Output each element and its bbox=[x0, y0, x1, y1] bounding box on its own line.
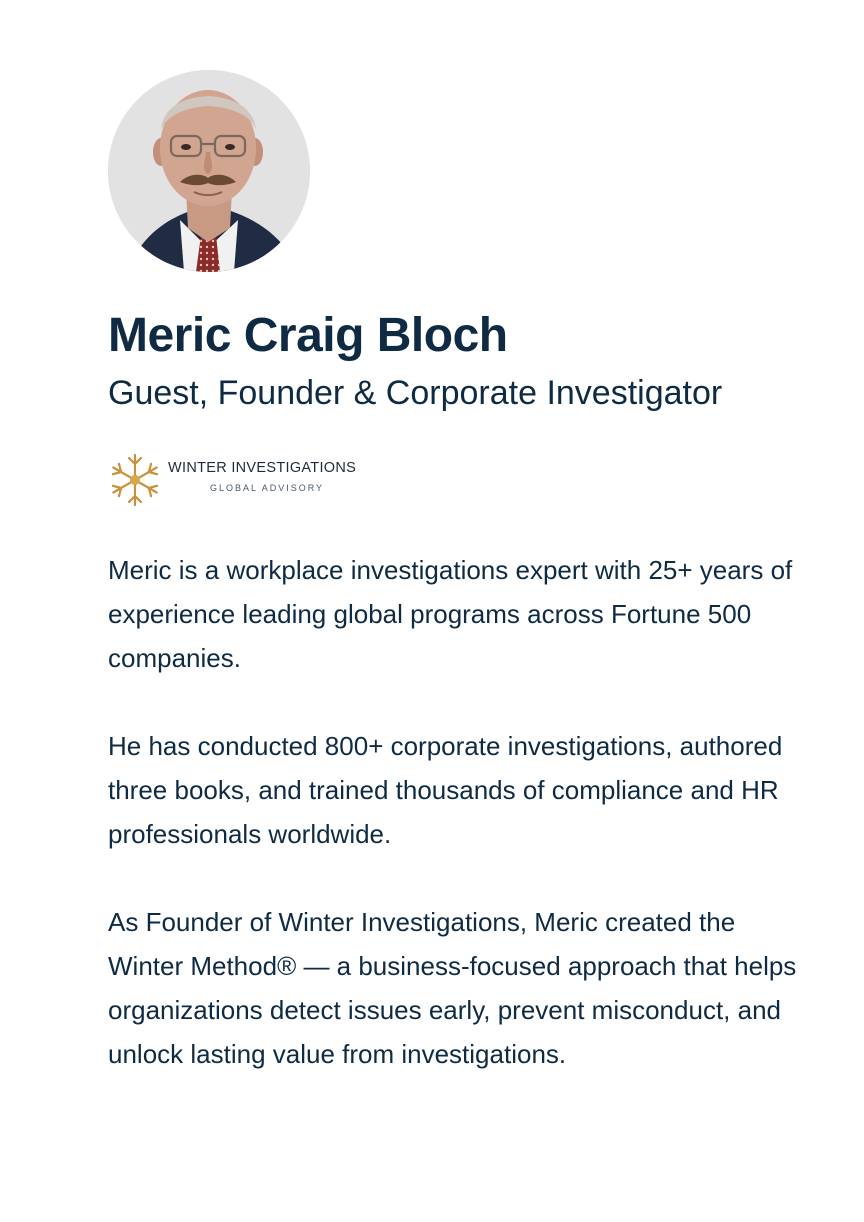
logo-subtitle: GLOBAL ADVISORY bbox=[210, 483, 325, 493]
snowflake-icon bbox=[108, 452, 162, 508]
bio-paragraph: He has conducted 800+ corporate investigations, authored three books, and trained thousands of compliance and HR professionals worldwide. bbox=[108, 731, 783, 849]
avatar-portrait bbox=[108, 70, 310, 272]
bio-paragraph: As Founder of Winter Investigations, Meric created the Winter Method® — a business-focused approach that helps organizations detect issues early, prevent misconduct, and unlock lasting value from investigations. bbox=[108, 907, 797, 1069]
avatar bbox=[108, 70, 310, 272]
logo-title: WINTER INVESTIGATIONS bbox=[168, 460, 357, 476]
company-logo bbox=[108, 452, 368, 512]
bio-paragraph: Meric is a workplace investigations expert with 25+ years of experience leading global programs across Fortune 500 companies. bbox=[108, 555, 793, 673]
bio-section bbox=[108, 548, 808, 1120]
person-name: Meric Craig Bloch bbox=[108, 309, 508, 362]
person-role: Guest, Founder & Corporate Investigator bbox=[108, 374, 723, 412]
